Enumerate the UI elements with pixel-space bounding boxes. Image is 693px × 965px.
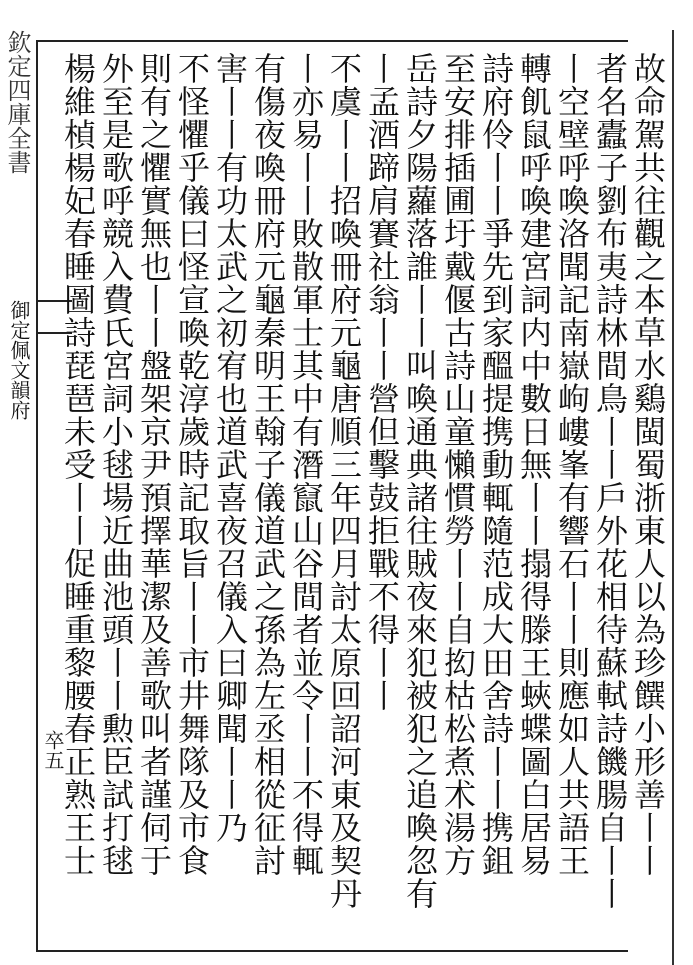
- text-column: 不虞丨丨招喚冊府元龜唐順三年四月討太原回詔河東及契丹: [325, 52, 363, 910]
- text-column: 丨亦易丨丨敗散軍士其中有潛竄山谷間者並令丨丨不得輒: [287, 52, 325, 877]
- text-column: 不怪懼乎儀曰怪宣喚乾淳歲時記取旨丨丨市井舞隊及市食: [173, 52, 211, 877]
- folio-number: 卒五: [41, 730, 65, 770]
- text-column: 岳詩夕陽蘿落誰丨丨叫喚通典諸往賊夜來犯被犯之追喚忽有: [401, 52, 439, 910]
- text-column: 害丨丨有功太武之初宥也道武喜夜召儀入曰卿聞丨丨乃: [211, 52, 249, 844]
- text-column: 則有之懼實無也丨丨盤架京尹預擇華潔及善歌叫者謹伺于: [135, 52, 173, 877]
- text-column: 者名蠹子劉布夷詩林間鳥丨丨戶外花相待蘇軾詩饑腸自丨丨: [591, 52, 629, 910]
- text-column: 外至是歌呼競入費氏宮詞小毬場近曲池頭丨丨勲臣試打毬: [97, 52, 135, 877]
- text-column: 丨空壁呼喚洛聞記南嶽岣嶁峯有響石丨丨則應如人共語王: [553, 52, 591, 877]
- edge-rule: [672, 30, 674, 965]
- series-title: 欽定四庫全書: [3, 30, 31, 174]
- book-title: 御定佩文韻府: [7, 300, 31, 420]
- text-column: 故命駕共往觀之本草水鷄閩蜀浙東人以為珍饌小形善丨丨: [629, 52, 667, 877]
- text-column: 至安排插圃圩戴偃古詩山童懶慣勞丨丨自抝枯松煮术湯方: [439, 52, 477, 877]
- text-column: 丨孟酒蹄肩賽社翁丨丨營但擊鼓拒戰不得丨丨: [363, 52, 401, 712]
- text-column: 轉飢鼠呼喚建宮詞内中數日無丨丨搨得滕王蛺蝶圖白居易: [515, 52, 553, 877]
- text-column: 有傷夜喚冊府元龜秦明王翰子儀道武之孫為左丞相從征討: [249, 52, 287, 877]
- text-column: 詩府伶丨丨爭先到家醞提携動輒隨范成大田舍詩丨丨携鉏: [477, 52, 515, 877]
- text-column: 楊維楨楊妃春睡圖詩琵琶未受丨丨促睡重黎腰春正熟王士: [59, 52, 97, 877]
